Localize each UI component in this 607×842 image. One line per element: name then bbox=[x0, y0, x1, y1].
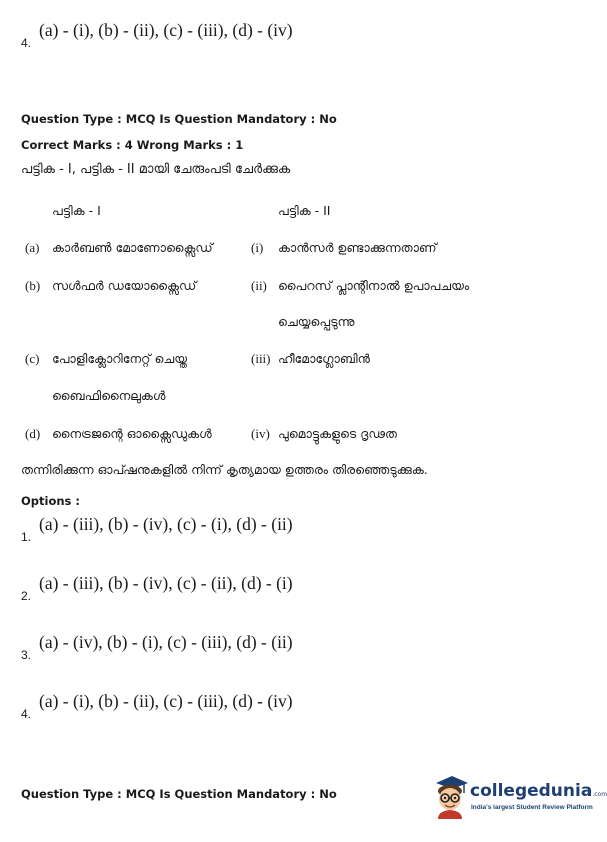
option-text: (a) - (i), (b) - (ii), (c) - (iii), (d) - (iv) bbox=[39, 20, 293, 40]
option-2-text: (a) - (iii), (b) - (iv), (c) - (ii), (d) - (i) bbox=[39, 573, 293, 593]
logo-superscript: .com bbox=[592, 791, 607, 798]
row-tag-d: (d) bbox=[25, 426, 41, 441]
column1-header: പട്ടിക - I bbox=[52, 203, 101, 218]
logo-wordmark bbox=[470, 781, 607, 801]
list2-item-ii: പൈറസ് പ്ലാന്റിനാൽ ഉപാപചയം bbox=[278, 278, 470, 293]
option-4-text: (a) - (i), (b) - (ii), (c) - (iii), (d) - (iv) bbox=[39, 691, 293, 711]
row-tag-i: (i) bbox=[251, 240, 264, 255]
option-4-number: 4. bbox=[21, 707, 32, 721]
column2-header: പട്ടിക - II bbox=[278, 203, 331, 218]
row-tag-ii: (ii) bbox=[251, 278, 267, 293]
next-question-meta: Question Type : MCQ Is Question Mandatory : No bbox=[21, 787, 337, 801]
logo-name: collegedunia bbox=[470, 781, 593, 801]
list1-item-d: നൈട്രജന്റെ ഓക്സൈഡുകൾ bbox=[52, 426, 212, 441]
logo-tagline: India's largest Student Review Platform bbox=[471, 804, 593, 811]
question-instruction: തന്നിരിക്കുന്ന ഓപ്ഷനുകളിൽ നിന്ന് കൃത്യമായ ഉത്തരം തിരഞ്ഞെടുക്കുക. bbox=[21, 462, 428, 477]
option-1-number: 1. bbox=[21, 530, 32, 544]
list2-item-iv: പുമൊട്ടുകളുടെ ദൃഢത bbox=[278, 426, 397, 441]
row-tag-iii: (iii) bbox=[251, 351, 271, 366]
row-tag-b: (b) bbox=[25, 278, 41, 293]
options-label: Options : bbox=[21, 494, 80, 508]
list1-item-c-continued: ബൈഫിനൈലുകൾ bbox=[52, 388, 166, 403]
collegedunia-logo bbox=[430, 773, 607, 823]
option-3-text: (a) - (iv), (b) - (i), (c) - (iii), (d) - (ii) bbox=[39, 632, 293, 652]
list1-item-b: സൾഫർ ഡയോക്സൈഡ് bbox=[52, 278, 197, 293]
question-meta-marks: Correct Marks : 4 Wrong Marks : 1 bbox=[21, 138, 244, 152]
list1-item-c: പോളിക്ലോറിനേറ്റ് ചെയ്ത bbox=[52, 351, 187, 366]
row-tag-c: (c) bbox=[25, 351, 40, 366]
list2-item-i: കാൻസർ ഉണ്ടാക്കുന്നതാണ് bbox=[278, 240, 437, 255]
list2-item-iii: ഹീമോഗ്ലോബിൻ bbox=[278, 351, 370, 366]
row-tag-a: (a) bbox=[25, 240, 40, 255]
option-number: 4. bbox=[21, 36, 32, 50]
list1-item-a: കാർബൺ മോണോക്സൈഡ് bbox=[52, 240, 213, 255]
option-1-text: (a) - (iii), (b) - (iv), (c) - (i), (d) - (ii) bbox=[39, 514, 293, 534]
option-2-number: 2. bbox=[21, 589, 32, 603]
row-tag-iv: (iv) bbox=[251, 426, 270, 441]
question-prompt: പട്ടിക - I, പട്ടിക - II മായി ചേരുംപടി ചേർക്കുക bbox=[21, 162, 291, 177]
list2-item-ii-continued: ചെയ്യപ്പെടുന്നു bbox=[278, 314, 355, 329]
option-3-number: 3. bbox=[21, 648, 32, 662]
question-meta-type: Question Type : MCQ Is Question Mandatory : No bbox=[21, 112, 337, 126]
student-mascot-icon bbox=[430, 773, 470, 819]
